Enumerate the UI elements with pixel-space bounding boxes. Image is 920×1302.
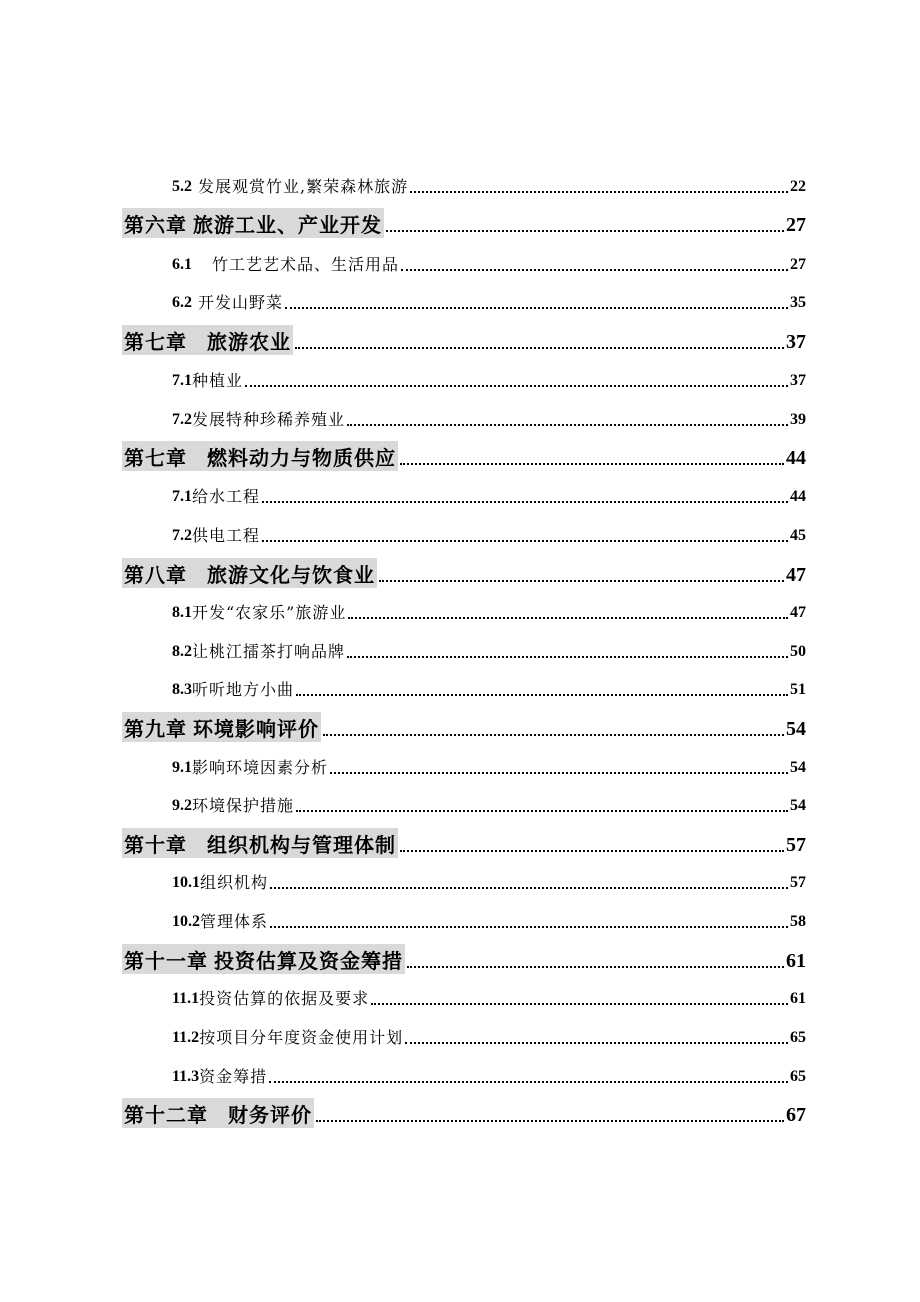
- dot-leader: [347, 656, 788, 658]
- page-number: 37: [786, 331, 806, 353]
- toc-chapter-entry[interactable]: [122, 441, 806, 471]
- section-title: 管理体系: [200, 912, 269, 931]
- dot-leader: [285, 307, 788, 309]
- section-title: 供电工程: [192, 526, 261, 545]
- toc-section-entry[interactable]: [172, 870, 806, 894]
- entry-label: [172, 176, 408, 198]
- section-number: 11.1: [172, 990, 200, 1007]
- section-number: 6.1: [172, 256, 192, 273]
- section-title: 竹工艺艺术品、生活用品: [212, 255, 400, 274]
- toc-section-entry[interactable]: [172, 793, 806, 817]
- section-number: 9.1: [172, 759, 192, 776]
- toc-section-entry[interactable]: [172, 523, 806, 547]
- dot-leader: [407, 966, 784, 968]
- toc-section-entry[interactable]: [172, 909, 806, 933]
- toc-section-entry[interactable]: [172, 986, 806, 1010]
- chapter-number: 第七章: [124, 330, 187, 354]
- page-number: 44: [786, 447, 806, 469]
- section-number: 7.2: [172, 527, 192, 544]
- dot-leader: [400, 463, 784, 465]
- toc-chapter-entry[interactable]: [122, 208, 806, 238]
- section-number: 8.1: [172, 604, 192, 621]
- page-number: 65: [790, 1029, 806, 1046]
- chapter-title: 旅游工业、产业开发: [193, 213, 382, 237]
- entry-label: [122, 558, 377, 588]
- entry-label: [122, 441, 398, 471]
- page-number: 54: [790, 759, 806, 776]
- section-title: 影响环境因素分析: [192, 758, 329, 777]
- section-number: 6.2: [172, 294, 192, 311]
- entry-label: [172, 370, 243, 392]
- section-title: 给水工程: [192, 487, 261, 506]
- dot-leader: [348, 617, 788, 619]
- chapter-title: 环境影响评价: [193, 717, 319, 741]
- section-title: 发展特种珍稀养殖业: [192, 410, 346, 429]
- dot-leader: [386, 230, 784, 232]
- toc-section-entry[interactable]: [172, 484, 806, 508]
- page-number: 35: [790, 294, 806, 311]
- page-number: 67: [786, 1104, 806, 1126]
- entry-label: [172, 679, 294, 701]
- toc-section-entry[interactable]: [172, 639, 806, 663]
- entry-label: [122, 208, 384, 238]
- dot-leader: [262, 501, 788, 503]
- entry-label: [172, 1066, 267, 1088]
- section-title: 环境保护措施: [192, 796, 295, 815]
- section-title: 开发“农家乐”旅游业: [192, 603, 347, 622]
- dot-leader: [405, 1042, 788, 1044]
- page-number: 47: [790, 604, 806, 621]
- page-number: 54: [786, 718, 806, 740]
- dot-leader: [296, 694, 788, 696]
- entry-label: [172, 988, 369, 1010]
- chapter-number: 第九章: [124, 717, 187, 741]
- chapter-title: 投资估算及资金筹措: [214, 949, 403, 973]
- section-number: 11.3: [172, 1068, 200, 1085]
- entry-label: [172, 486, 260, 508]
- entry-label: [172, 292, 283, 314]
- page-number: 65: [790, 1068, 806, 1085]
- chapter-number: 第六章: [124, 213, 187, 237]
- toc-chapter-entry[interactable]: [122, 1098, 806, 1128]
- section-title: 听听地方小曲: [192, 680, 295, 699]
- toc-section-entry[interactable]: [172, 1025, 806, 1049]
- section-title: 按项目分年度资金使用计划: [199, 1028, 404, 1047]
- dot-leader: [269, 1081, 788, 1083]
- entry-label: [172, 1027, 403, 1049]
- dot-leader: [410, 191, 788, 193]
- section-number: 9.2: [172, 797, 192, 814]
- section-number: 10.2: [172, 913, 200, 930]
- page-number: 44: [790, 488, 806, 505]
- toc-section-entry[interactable]: [172, 1064, 806, 1088]
- entry-label: [122, 712, 321, 742]
- entry-label: [172, 409, 345, 431]
- page-number: 54: [790, 797, 806, 814]
- entry-label: [172, 602, 346, 624]
- toc-section-entry[interactable]: [172, 368, 806, 392]
- chapter-title: 旅游文化与饮食业: [207, 563, 375, 587]
- toc-section-entry[interactable]: [172, 755, 806, 779]
- toc-chapter-entry[interactable]: [122, 712, 806, 742]
- dot-leader: [347, 424, 788, 426]
- entry-label: [172, 872, 268, 894]
- entry-label: [122, 325, 293, 355]
- entry-label: [122, 828, 398, 858]
- page-number: 22: [790, 178, 806, 195]
- page-number: 61: [786, 950, 806, 972]
- section-title: 组织机构: [200, 873, 269, 892]
- section-number: 5.2: [172, 178, 192, 195]
- dot-leader: [262, 540, 788, 542]
- section-title: 种植业: [192, 371, 244, 390]
- section-title: 让桃江擂茶打响品牌: [192, 642, 346, 661]
- toc-chapter-entry[interactable]: [122, 944, 806, 974]
- dot-leader: [371, 1003, 788, 1005]
- section-number: 7.1: [172, 488, 192, 505]
- chapter-number: 第十章: [124, 833, 187, 857]
- section-title: 投资估算的依据及要求: [199, 989, 370, 1008]
- toc-section-entry[interactable]: [172, 174, 806, 198]
- page-number: 47: [786, 564, 806, 586]
- dot-leader: [401, 269, 788, 271]
- entry-label: [172, 525, 260, 547]
- toc-section-entry[interactable]: [172, 407, 806, 431]
- chapter-number: 第七章: [124, 446, 187, 470]
- chapter-number: 第十一章: [124, 949, 208, 973]
- toc-chapter-entry[interactable]: [122, 828, 806, 858]
- section-title: 发展观赏竹业,繁荣森林旅游: [198, 177, 409, 196]
- chapter-title: 旅游农业: [207, 330, 291, 354]
- page-number: 61: [790, 990, 806, 1007]
- entry-label: [172, 254, 399, 276]
- page-number: 57: [786, 834, 806, 856]
- section-number: 10.1: [172, 874, 200, 891]
- chapter-number: 第十二章: [124, 1103, 208, 1127]
- section-number: 8.3: [172, 681, 192, 698]
- section-number: 7.1: [172, 372, 192, 389]
- dot-leader: [295, 347, 784, 349]
- toc-chapter-entry[interactable]: [122, 325, 806, 355]
- toc-section-entry[interactable]: [172, 252, 806, 276]
- section-number: 7.2: [172, 411, 192, 428]
- dot-leader: [270, 887, 788, 889]
- chapter-title: 燃料动力与物质供应: [207, 446, 396, 470]
- dot-leader: [400, 850, 784, 852]
- page-number: 45: [790, 527, 806, 544]
- dot-leader: [323, 734, 784, 736]
- dot-leader: [316, 1120, 784, 1122]
- section-number: 8.2: [172, 643, 192, 660]
- dot-leader: [330, 772, 788, 774]
- entry-label: [172, 795, 294, 817]
- page-number: 58: [790, 913, 806, 930]
- toc-chapter-entry[interactable]: [122, 558, 806, 588]
- page-number: 37: [790, 372, 806, 389]
- page-number: 27: [786, 214, 806, 236]
- entry-label: [172, 757, 328, 779]
- entry-label: [122, 944, 405, 974]
- toc-section-entry[interactable]: [172, 600, 806, 624]
- section-title: 资金筹措: [199, 1067, 268, 1086]
- entry-label: [172, 641, 345, 663]
- page-number: 57: [790, 874, 806, 891]
- page-number: 51: [790, 681, 806, 698]
- chapter-number: 第八章: [124, 563, 187, 587]
- dot-leader: [270, 926, 788, 928]
- section-title: 开发山野菜: [198, 293, 284, 312]
- toc-section-entry[interactable]: [172, 290, 806, 314]
- dot-leader: [296, 810, 788, 812]
- dot-leader: [379, 580, 784, 582]
- chapter-title: 组织机构与管理体制: [207, 833, 396, 857]
- dot-leader: [245, 385, 788, 387]
- page-number: 50: [790, 643, 806, 660]
- page-number: 27: [790, 256, 806, 273]
- entry-label: [122, 1098, 314, 1128]
- chapter-title: 财务评价: [228, 1103, 312, 1127]
- entry-label: [172, 911, 268, 933]
- page-number: 39: [790, 411, 806, 428]
- toc-section-entry[interactable]: [172, 677, 806, 701]
- section-number: 11.2: [172, 1029, 200, 1046]
